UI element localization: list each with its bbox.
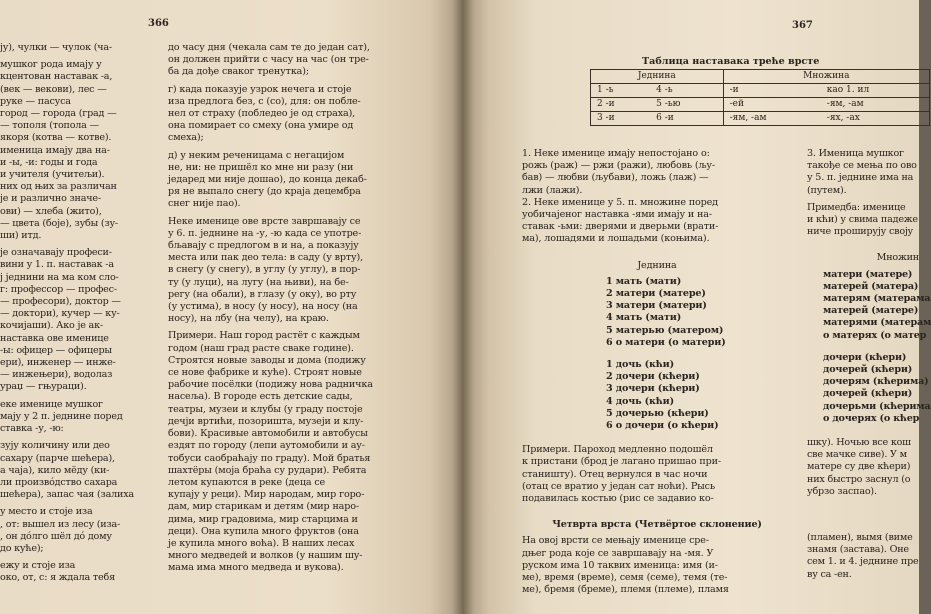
text-line: 5 матерью (матером): [606, 324, 724, 336]
text-line: ме), бремя (бреме), племя (племе), пламя: [522, 584, 729, 596]
text-line: вини у 1. п. наставак -а: [0, 259, 114, 271]
text-line: нел от страху (побледео је од страха),: [168, 108, 356, 120]
text-line: театры, музеи и клубы (у граду постоје: [168, 403, 363, 415]
text-line: 4 дочь (кћи): [606, 395, 674, 407]
text-line: в снегу (у снегу), в углу (у углу), в пор-: [168, 264, 361, 276]
book-gutter: [452, 0, 474, 614]
singular-heading: Једнина: [637, 259, 677, 271]
text-line: подавилась костью (рис се задавио ко-: [522, 493, 714, 505]
text-line: 1 дочь (кћи): [606, 359, 674, 371]
text-line: сем 1. и 4. једнине пре: [807, 556, 919, 568]
text-line: еке именице мушког: [0, 398, 103, 410]
text-line: -ы: офицер — офицеры: [0, 344, 112, 356]
text-line: (у устима), в носу (у носу), на носу (на: [168, 301, 358, 313]
text-line: кцентован наставак -а,: [0, 71, 113, 83]
table-row: [591, 112, 930, 126]
text-line: дочерей (кћери): [823, 388, 913, 400]
table-title: Таблица наставака треће врсте: [642, 56, 820, 67]
text-line: именица имају два на-: [0, 144, 110, 156]
right-page: [462, 0, 931, 614]
text-line: и -ы, -и: годы и года: [0, 156, 98, 168]
text-line: лжи (лажи).: [522, 184, 583, 196]
text-line: уобичајеног наставка -ями имају и на-: [522, 209, 712, 221]
table-cell: -и: [723, 84, 821, 98]
page-number-left: 366: [148, 18, 169, 29]
text-line: летом купаются в реке (деца се: [168, 476, 326, 488]
text-line: ставак -ьми: дверями и дверьми (врати-: [522, 221, 719, 233]
table-cell: -ям, -ам: [821, 98, 930, 112]
text-line: дочерям (кћерима): [823, 376, 929, 388]
text-line: о матерях (о матер: [823, 329, 927, 341]
text-line: матерей (матере): [823, 305, 919, 317]
text-line: (пламен), вымя (виме: [807, 532, 913, 544]
text-line: ту (у луци), на лугу (на њиви), на бе-: [168, 276, 349, 288]
text-line: мају у 2 п. једнине поред: [0, 410, 123, 422]
text-line: је купила много воћа). В наших лесах: [168, 537, 355, 549]
text-line: ери), инженер — инже-: [0, 357, 116, 369]
table-cell: 1 -ь: [591, 84, 651, 98]
text-line: 2 дочери (кћери): [606, 371, 700, 383]
text-line: 3. Именица мушког: [807, 148, 904, 159]
text-line: у 5. п. једнине има на: [807, 172, 914, 184]
text-line: ву са -ен.: [807, 568, 852, 580]
text-line: — доктори), кучер — ку-: [0, 308, 120, 320]
text-line: — професори), доктор —: [0, 296, 121, 308]
text-line: станишту). Отец вернулся в час ночи: [522, 468, 708, 480]
text-line: места или пак део тела: в саду (у врту),: [168, 252, 364, 264]
text-line: , он дóлго шёл дó дому: [0, 530, 112, 542]
text-line: зују количину или део: [0, 440, 110, 452]
text-line: 1 мать (мати): [606, 275, 682, 287]
text-line: 4 мать (мати): [606, 312, 682, 324]
text-line: бав) — любви (љубави), ложь (лаж) —: [522, 172, 709, 184]
text-line: матере су две кћери): [807, 461, 911, 473]
text-line: не, ни: не пришёл ко мне ни разу (ни: [168, 161, 354, 173]
text-line: око, от, с: я ждала тебя: [0, 572, 115, 584]
text-line: она помирает со смеху (она умире од: [168, 120, 354, 132]
text-line: дочерей (кћери): [823, 364, 913, 376]
plural-heading: Множин: [876, 252, 919, 264]
text-line: бови). Красивые автомобили и автобусы: [168, 428, 368, 440]
text-line: них од њих за различан: [0, 181, 117, 193]
text-line: све мачке сиве). У м: [807, 449, 907, 461]
table-cell: 2 -и: [591, 98, 651, 112]
text-line: город — города (град —: [0, 108, 117, 120]
text-line: 5 дочерью (кћери): [606, 407, 709, 419]
text-line: 1. Неке именице имају непостојано о:: [522, 148, 710, 159]
plural-examples: [807, 437, 919, 498]
text-line: тобуси саобраћају по граду). Мой братья: [168, 452, 371, 464]
fourth-declension-heading: Четврта врста (Четвёртое склонение): [552, 519, 762, 531]
table-header-row: [591, 70, 930, 84]
text-line: , от: вышел из лесу (иза-: [0, 518, 121, 530]
text-line: дњег рода које се завршавају на -мя. У: [522, 547, 714, 559]
text-line: много медведей и волков (у нашим шу-: [168, 550, 363, 562]
text-line: ме), время (време), семя (семе), темя (те-: [522, 572, 728, 584]
text-line: ј једнини на ма ком сло-: [0, 271, 119, 283]
fourth-declension-text: [522, 535, 792, 596]
table-cell: 5 -ью: [650, 98, 723, 112]
text-line: ма), лошадями и лошадьми (коњима).: [522, 233, 710, 245]
text-line: д) у неким реченицама с негацијом: [168, 149, 345, 161]
text-line: 2 матери (матере): [606, 288, 706, 300]
text-line: дечји вртићи, позоришта, музеји и клу-: [168, 415, 364, 427]
text-line: — инжењери), водолаз: [0, 369, 113, 381]
text-line: ставка -у, -ю:: [0, 423, 64, 435]
text-line: до куће);: [0, 542, 44, 554]
right-b-bottom: [807, 532, 919, 581]
left-column-a: [0, 42, 156, 614]
text-line: а чаја), кило мёду (ки-: [0, 464, 110, 476]
text-line: је и различно значе-: [0, 193, 101, 205]
text-line: к пристани (брод је лагано пришао при-: [522, 456, 721, 468]
right-b-intro: [807, 148, 919, 238]
text-line: г) када показује узрок нечега и стоје: [168, 83, 352, 95]
text-line: матери (матере): [823, 268, 913, 280]
table-cell: као 1. ил: [821, 84, 930, 98]
table-header-singular: Једнина: [591, 70, 724, 84]
text-line: о дочерях (о кћер: [823, 412, 920, 424]
text-line: бљавају с предлогом в и на, а показују: [168, 240, 359, 252]
text-line: ли произвóдство сахара: [0, 476, 118, 488]
table-cell: -ей: [723, 98, 821, 112]
doch-plural: [807, 351, 931, 425]
text-line: ју), чулки — чулок (ча-: [0, 42, 112, 53]
doch-declension: [522, 359, 792, 432]
text-line: На овој врсти се мењају именице сре-: [522, 535, 709, 547]
text-line: ря не выпало снегу (до краја децембра: [168, 186, 361, 198]
text-line: (век — векови), лес —: [0, 83, 107, 95]
text-line: шећера), запас чая (залиха: [0, 489, 134, 501]
text-line: ши) итд.: [0, 230, 42, 242]
text-line: ниче проширују својy: [807, 226, 913, 238]
right-column-b: [807, 148, 931, 614]
text-line: у место и стоје иза: [0, 506, 93, 518]
text-line: руке — пасуса: [0, 95, 71, 107]
mat-plural: [807, 268, 931, 342]
text-line: (отац се вратио у један сат ноћи). Рысь: [522, 480, 715, 492]
text-line: знамя (застава). Оне: [807, 544, 909, 556]
text-line: Примери. Пароход медленно подошёл: [522, 444, 713, 456]
text-line: деци). Она купила много фруктов (она: [168, 525, 359, 537]
mat-declension: [522, 276, 792, 349]
text-line: — цвета (боје), зубы (зу-: [0, 217, 118, 229]
text-line: 6 о матери (о матери): [606, 336, 726, 348]
table-header-plural: Множина: [723, 70, 929, 84]
right-column-a: [522, 148, 792, 614]
text-line: 6 о дочери (о кћери): [606, 420, 719, 432]
text-line: ежу и стоје иза: [0, 560, 76, 572]
text-line: матерей (матера): [823, 280, 919, 292]
text-line: ездят по городу (лепи аутомобили и ау-: [168, 440, 365, 452]
text-line: ба да дође сваког тренутка);: [168, 66, 309, 78]
text-line: иза предлога без, с (со), для: он побле-: [168, 95, 361, 107]
text-line: шку). Ночью все кош: [807, 437, 911, 449]
right-intro-text: [522, 148, 792, 246]
text-line: 3 матери (матери): [606, 300, 707, 312]
table-cell: -ях, -ах: [821, 112, 930, 126]
table-cell: -ям, -ам: [723, 112, 821, 126]
text-line: једаред ми није дошао), до конца декаб-: [168, 174, 367, 186]
text-line: 2. Неке именице у 5. п. множине поред: [522, 196, 718, 208]
examples-text: [522, 444, 792, 505]
text-line: 3 дочери (кћери): [606, 383, 700, 395]
text-line: Неке именице ове врсте завршавају се: [168, 215, 361, 227]
text-line: носу), на лбу (на челу), на краю.: [168, 313, 329, 325]
left-page: [0, 0, 462, 614]
text-line: и учителя (учитељи).: [0, 169, 105, 181]
text-line: кочијаши). Ако је ак-: [0, 320, 103, 332]
text-line: насеља). В городе есть детские сады,: [168, 391, 353, 403]
text-line: Строятся новые заводы и дома (подижу: [168, 354, 366, 366]
text-line: мушког рода имају у: [0, 59, 102, 71]
text-line: рожь (раж) — ржи (ражи), любовь (љу-: [522, 160, 715, 172]
text-line: годом (наш град расте сваке године).: [168, 342, 354, 354]
text-line: матерям (матерама: [823, 293, 931, 305]
text-line: рабочие посёлки (подижу нова радничка: [168, 379, 373, 391]
text-line: се нове фабрике и куће). Строят новые: [168, 367, 362, 379]
table-cell: 3 -и: [591, 112, 651, 126]
text-line: мама има много медведа и вукова).: [168, 562, 344, 574]
text-line: снег није пао).: [168, 198, 241, 210]
text-line: Примедба: именице: [807, 201, 906, 213]
text-line: якоря (котва — котве).: [0, 132, 112, 144]
text-line: смеха);: [168, 132, 204, 144]
text-line: дочери (кћери): [823, 351, 907, 363]
text-line: (путем).: [807, 184, 847, 196]
text-line: Примери. Наш город растёт с каждым: [168, 330, 360, 342]
text-line: наставка ове именице: [0, 332, 109, 344]
text-line: он должен прийти с часу на час (он тре-: [168, 54, 369, 66]
text-line: дочерьми (кћерима: [823, 400, 931, 412]
page-number-right: 367: [792, 20, 813, 31]
suffix-table: [590, 69, 930, 126]
text-line: матерями (матерам: [823, 317, 931, 329]
table-cell: 4 -ь: [650, 84, 723, 98]
text-line: сахару (парче шећера),: [0, 452, 115, 464]
text-line: — тополя (топола —: [0, 120, 99, 132]
text-line: у 6. п. једнине на -у, -ю када се употре-: [168, 227, 362, 239]
text-line: шахтёры (моја браћа су рудари). Ребята: [168, 464, 367, 476]
table-cell: 6 -и: [650, 112, 723, 126]
text-line: убрзо заспао).: [807, 485, 877, 497]
text-line: ови) — хлеба (жито),: [0, 205, 102, 217]
text-line: г: профессор — профес-: [0, 283, 117, 295]
table-row: [591, 98, 930, 112]
text-line: руском има 10 таквих именица: имя (и-: [522, 559, 718, 571]
text-line: је означавају професи-: [0, 247, 112, 259]
left-column-b: [168, 42, 440, 614]
text-line: такође се мења по ово: [807, 160, 917, 172]
text-line: дима, мир градовима, мир старцима и: [168, 513, 358, 525]
text-line: купају у реци). Мир народам, мир горо-: [168, 489, 365, 501]
text-line: дам, мир старикам и детям (мир наро-: [168, 501, 359, 513]
text-line: регу (на обали), в глазу (у оку), во рту: [168, 288, 357, 300]
text-line: ураџ — гњураци).: [0, 381, 87, 393]
text-line: и кћи) у свима падеже: [807, 214, 918, 226]
text-line: до часу дня (чекала сам те до један сат),: [168, 42, 370, 53]
table-row: [591, 84, 930, 98]
text-line: них быстро заснул (о: [807, 473, 911, 485]
